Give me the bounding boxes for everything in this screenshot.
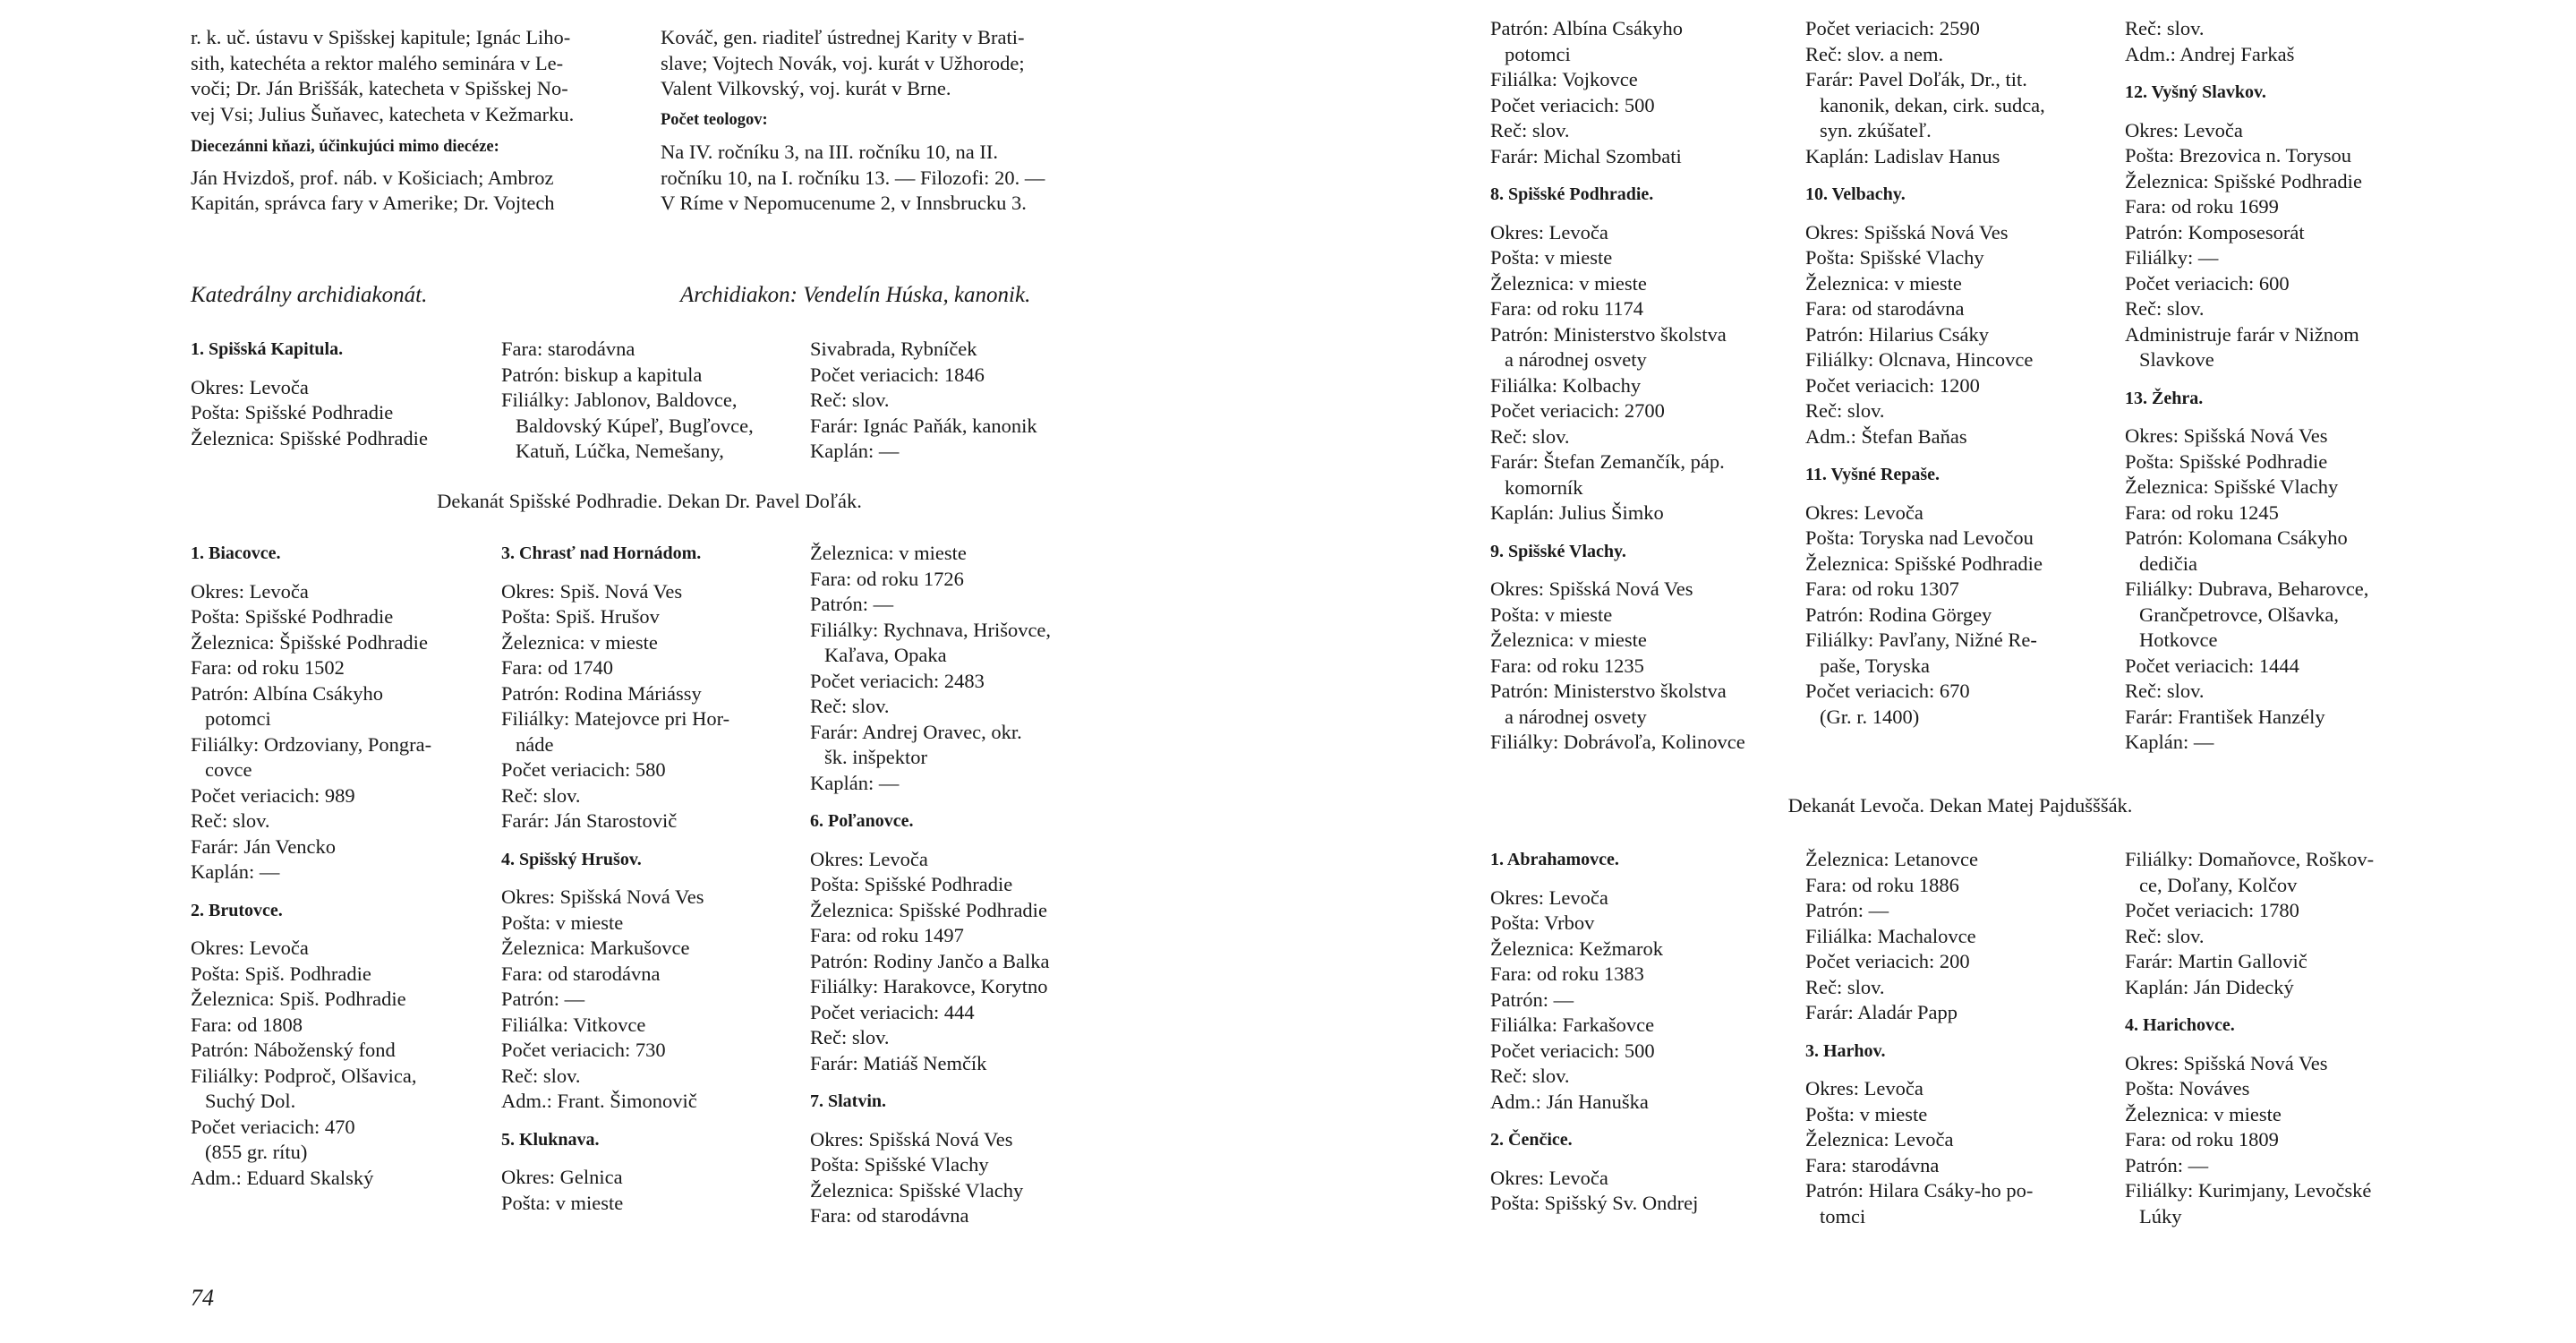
- entry-line: Fara: od 1808: [191, 1013, 303, 1036]
- entry-line: Reč: slov.: [1490, 1065, 1570, 1087]
- kapitula-heading: 1. Spišská Kapitula.: [191, 339, 344, 359]
- entry-line: Fara: od starodávna: [810, 1204, 969, 1227]
- intro-left-text: [191, 25, 638, 127]
- parish-column-c: [810, 541, 1105, 1229]
- entry-line: Filiálky: Kurimjany, Levočské: [2125, 1179, 2372, 1202]
- parish-heading: 11. Vyšné Repaše.: [1805, 465, 1941, 484]
- entry-line: Fara: od roku 1726: [810, 567, 964, 590]
- entry-line: Okres: Gelnica: [501, 1166, 623, 1188]
- entry-continuation: tomci: [1820, 1204, 1866, 1228]
- entry-line: Patrón: Hilara Csáky-ho po-: [1805, 1179, 2034, 1202]
- entry-line: Filiálka: Machalovce: [1805, 924, 1976, 947]
- entry-line: Okres: Spišská Nová Ves: [1490, 577, 1693, 600]
- text-line: Okres: Levoča: [191, 375, 309, 398]
- entry-line: Železnica: v mieste: [501, 630, 658, 654]
- entry-continuation: a národnej osvety: [1505, 705, 1647, 728]
- entry-line: Reč: slov. a nem.: [1805, 42, 1944, 65]
- entry-line: Železnica: Spišské Podhradie: [2125, 169, 2362, 192]
- entry-line: Adm.: Frant. Šimonovič: [501, 1090, 697, 1112]
- entry-line: Filiálka: Vojkovce: [1490, 68, 1638, 90]
- entry-line: Počet veriacich: 200: [1805, 950, 1970, 972]
- kapitula-col2-lines: [501, 337, 797, 465]
- text-line: Reč: slov.: [810, 389, 890, 411]
- entry-line: Fara: od roku 1497: [810, 924, 964, 946]
- entry-line: Počet veriacich: 2700: [1490, 399, 1665, 422]
- entry-continuation: a národnej osvety: [1505, 348, 1647, 371]
- text-line: V Ríme v Nepomucenume 2, v Innsbrucku 3.: [661, 192, 1027, 214]
- entry-line: Filiálky: Harakovce, Korytno: [810, 975, 1048, 997]
- entry-line: Okres: Spišská Nová Ves: [810, 1127, 1013, 1151]
- entry-line: Železnica: Spišské Podhradie: [810, 898, 1047, 921]
- entry-line: Okres: Levoča: [191, 937, 309, 959]
- text-line: Patrón: biskup a kapitula: [501, 363, 703, 386]
- entry-line: Reč: slov.: [1490, 424, 1570, 448]
- entry-line: Železnica: Levoča: [1805, 1128, 1954, 1151]
- entry-line: Pošta: Spišské Vlachy: [810, 1153, 989, 1176]
- theologians-text: [661, 140, 1108, 217]
- entry-line: Fara: od starodávna: [501, 962, 661, 985]
- parish-column-d: [1490, 16, 1786, 756]
- entry-line: Reč: slov.: [810, 695, 890, 717]
- entry-line: Filiálky: Dubrava, Beharovce,: [2125, 577, 2369, 600]
- text-line: vej Vsi; Julius Šuňavec, katecheta v Kežmarku.: [191, 102, 575, 125]
- entry-continuation: Kaľava, Opaka: [824, 644, 947, 666]
- entry-line: Počet veriacich: 1780: [2125, 899, 2299, 921]
- entry-line: Pošta: v mieste: [501, 911, 624, 934]
- entry-line: Pošta: Spišské Podhradie: [810, 873, 1013, 895]
- entry-line: Kaplán: Ján Didecký: [2125, 975, 2294, 998]
- entry-line: Fara: od roku 1174: [1490, 297, 1644, 320]
- entry-line: Filiálky: Podproč, Olšavica,: [191, 1064, 417, 1087]
- entry-line: Filiálky: Matejovce pri Hor-: [501, 707, 730, 730]
- entry-line: Reč: slov.: [501, 1064, 581, 1087]
- entry-line: Fara: od roku 1235: [1490, 654, 1644, 677]
- entry-line: Fara: od roku 1502: [191, 656, 345, 679]
- entry-line: Okres: Spiš. Nová Ves: [501, 579, 683, 603]
- entry-line: Železnica: v mieste: [1490, 629, 1647, 651]
- entry-line: Reč: slov.: [1805, 975, 1885, 998]
- entry-line: Reč: slov.: [2125, 924, 2205, 947]
- parish-heading: 2. Čenčice.: [1490, 1130, 1573, 1150]
- entry-line: Adm.: Štefan Baňas: [1805, 424, 1967, 448]
- entry-line: Reč: slov.: [2125, 17, 2205, 39]
- entry-line: Reč: slov.: [1490, 119, 1570, 141]
- parish-heading: 9. Spišské Vlachy.: [1490, 541, 1626, 561]
- entry-continuation: dedičia: [2139, 552, 2197, 575]
- entry-continuation: náde: [516, 732, 554, 756]
- entry-line: Okres: Levoča: [1490, 220, 1608, 244]
- parish-heading: 1. Biacovce.: [191, 543, 281, 563]
- entry-line: Železnica: Spišské Vlachy: [2125, 475, 2339, 498]
- entry-line: Patrón: Albína Csákyho: [191, 681, 383, 705]
- entry-line: Počet veriacich: 580: [501, 758, 666, 781]
- entry-line: Reč: slov.: [2125, 680, 2205, 702]
- entry-line: Pošta: Spišský Sv. Ondrej: [1490, 1192, 1699, 1214]
- entry-line: Patrón: Náboženský fond: [191, 1039, 396, 1061]
- entry-line: Počet veriacich: 2483: [810, 669, 985, 692]
- parish-heading: 5. Kluknava.: [501, 1129, 600, 1150]
- entry-line: Kaplán: —: [810, 771, 900, 794]
- entry-continuation: (Gr. r. 1400): [1820, 705, 1920, 728]
- entry-line: Kaplán: —: [191, 860, 280, 883]
- entry-line: Farár: František Hanzély: [2125, 705, 2325, 728]
- entry-line: Filiálky: Ordzoviany, Pongra-: [191, 732, 432, 756]
- text-line: Valent Vilkovský, voj. kurát v Brne.: [661, 77, 951, 99]
- parish-heading: 8. Spišské Podhradie.: [1490, 184, 1654, 204]
- text-line: Pošta: Spišské Podhradie: [191, 401, 394, 423]
- parish-column-f: [2125, 16, 2429, 756]
- entry-line: Filiálky: Domaňovce, Roškov-: [2125, 848, 2375, 870]
- text-line: ročníku 10, na I. ročníku 13. — Filozofi: 20. —: [661, 166, 1045, 189]
- entry-line: Okres: Levoča: [1490, 1166, 1608, 1189]
- parish-column-a: [191, 541, 477, 1191]
- entry-line: Patrón: Rodina Görgey: [1805, 603, 1992, 626]
- page-number: 74: [191, 1285, 214, 1311]
- text-line: Baldovský Kúpeľ, Bugľovce,: [516, 414, 754, 437]
- entry-continuation: komorník: [1505, 475, 1583, 499]
- entry-line: Kaplán: —: [2125, 731, 2214, 753]
- entry-continuation: ce, Doľany, Kolčov: [2139, 873, 2298, 896]
- entry-line: Okres: Levoča: [1490, 885, 1608, 909]
- entry-line: Železnica: v mieste: [810, 542, 967, 564]
- entry-line: Počet veriacich: 470: [191, 1115, 355, 1138]
- entry-line: Železnica: Spišské Podhradie: [1805, 552, 2043, 575]
- entry-continuation: paše, Toryska: [1820, 654, 1930, 677]
- entry-continuation: covce: [205, 758, 252, 781]
- entry-line: Patrón: Ministerstvo školstva: [1490, 322, 1727, 346]
- entry-line: Počet veriacich: 730: [501, 1039, 666, 1061]
- entry-continuation: Slavkove: [2139, 348, 2214, 371]
- kapitula-col1: [191, 337, 495, 451]
- entry-continuation: Lúky: [2139, 1204, 2182, 1228]
- entry-line: Patrón: —: [501, 988, 585, 1010]
- kapitula-col2: [501, 337, 797, 465]
- parish-heading: 7. Slatvin.: [810, 1091, 887, 1111]
- entry-line: Pošta: Toryska nad Levočou: [1805, 526, 2034, 549]
- parish-heading: 3. Harhov.: [1805, 1040, 1886, 1061]
- entry-line: Farár: Michal Szombati: [1490, 144, 1682, 167]
- entry-line: Pošta: Spišské Podhradie: [2125, 449, 2328, 473]
- diocesan-text: [191, 166, 638, 217]
- text-line: Železnica: Spišské Podhradie: [191, 426, 428, 449]
- text-line: slave; Vojtech Novák, voj. kurát v Užhorode;: [661, 51, 1025, 74]
- archdeaconry-title: Katedrálny archidiakonát.: [191, 283, 428, 307]
- parish-heading: 12. Vyšný Slavkov.: [2125, 82, 2266, 102]
- entry-line: Počet veriacich: 600: [2125, 271, 2290, 295]
- entry-line: Pošta: Spiš. Hrušov: [501, 605, 660, 628]
- entry-line: Patrón: Rodiny Jančo a Balka: [810, 949, 1050, 972]
- entry-line: Okres: Spišská Nová Ves: [1805, 220, 2009, 244]
- entry-line: Reč: slov.: [810, 1026, 890, 1048]
- entry-line: Okres: Levoča: [1805, 1077, 1923, 1099]
- entry-continuation: šk. inšpektor: [824, 746, 927, 768]
- entry-line: Adm.: Eduard Skalský: [191, 1166, 374, 1189]
- entry-continuation: Suchý Dol.: [205, 1090, 296, 1112]
- text-line: Kapitán, správca fary v Amerike; Dr. Vojtech: [191, 192, 555, 214]
- text-line: sith, katechéta a rektor malého seminára v Le-: [191, 51, 564, 74]
- entry-line: Patrón: Kolomana Csákyho: [2125, 526, 2348, 549]
- entry-line: Okres: Levoča: [1805, 500, 1923, 524]
- text-line: r. k. uč. ústavu v Spišskej kapitule; Ignác Liho-: [191, 26, 571, 48]
- text-line: Sivabrada, Rybníček: [810, 338, 977, 360]
- entry-line: Fara: od starodávna: [1805, 297, 1965, 320]
- entry-line: Pošta: Nováves: [2125, 1077, 2250, 1099]
- theologians-heading: Počet teologov:: [661, 110, 768, 129]
- intro-left-column: [191, 25, 638, 217]
- entry-line: Pošta: Vrbov: [1490, 911, 1595, 934]
- text-line: Kováč, gen. riaditeľ ústrednej Karity v Brati-: [661, 26, 1025, 48]
- entry-line: Počet veriacich: 500: [1490, 1039, 1655, 1062]
- entry-line: Farár: Pavel Doľák, Dr., tit.: [1805, 68, 2027, 90]
- entry-line: Fara: od roku 1699: [2125, 195, 2279, 218]
- entry-line: Pošta: Spišské Vlachy: [1805, 246, 1984, 269]
- entry-line: Farár: Štefan Zemančík, páp.: [1490, 450, 1725, 473]
- entry-line: Patrón: Ministerstvo školstva: [1490, 680, 1727, 702]
- entry-line: Počet veriacich: 989: [191, 783, 355, 807]
- entry-line: Počet veriacich: 1200: [1805, 373, 1980, 397]
- entry-continuation: potomci: [205, 707, 271, 730]
- entry-line: Reč: slov.: [2125, 297, 2205, 320]
- entry-line: Železnica: Špišské Podhradie: [191, 630, 428, 654]
- entry-line: Farár: Andrej Oravec, okr.: [810, 720, 1022, 743]
- entry-continuation: potomci: [1505, 42, 1571, 65]
- entry-line: Železnica: Spišské Vlachy: [810, 1178, 1024, 1202]
- entry-continuation: Grančpetrovce, Olšavka,: [2139, 603, 2340, 626]
- parish-column-b: [501, 541, 797, 1216]
- entry-line: Železnica: v mieste: [1490, 271, 1647, 295]
- entry-line: Počet veriacich: 2590: [1805, 17, 1980, 39]
- parish-heading: 2. Brutovce.: [191, 900, 283, 920]
- entry-line: Farár: Ján Vencko: [191, 834, 337, 858]
- entry-line: Fara: od roku 1307: [1805, 577, 1959, 600]
- entry-line: Železnica: Letanovce: [1805, 848, 1978, 870]
- entry-continuation: Hotkovce: [2139, 629, 2218, 651]
- entry-line: Okres: Levoča: [191, 579, 309, 603]
- entry-line: Kaplán: Ladislav Hanus: [1805, 144, 2000, 167]
- parish-heading: 10. Velbachy.: [1805, 184, 1906, 204]
- entry-line: Reč: slov.: [501, 783, 581, 807]
- deanery-title-spisske-podhradie: Dekanát Spišské Podhradie. Dekan Dr. Pavel Doľák.: [437, 490, 862, 512]
- text-line: Farár: Ignác Paňák, kanonik: [810, 414, 1037, 437]
- parish-column-e: [1805, 16, 2110, 730]
- entry-line: Patrón: —: [1805, 899, 1889, 921]
- entry-line: Administruje farár v Nižnom: [2125, 322, 2359, 346]
- entry-continuation: syn. zkúšateľ.: [1820, 119, 1932, 141]
- entry-line: Pošta: Brezovica n. Torysou: [2125, 144, 2351, 167]
- text-line: Kaplán: —: [810, 440, 900, 462]
- text-line: Filiálky: Jablonov, Baldovce,: [501, 389, 738, 411]
- entry-line: Pošta: v mieste: [501, 1191, 624, 1214]
- entry-line: Okres: Levoča: [810, 847, 928, 870]
- intro-right-text: [661, 25, 1108, 102]
- archdeacon-name: Archidiakon: Vendelín Húska, kanonik.: [680, 283, 1031, 307]
- text-line: Počet veriacich: 1846: [810, 363, 985, 386]
- entry-line: Adm.: Ján Hanuška: [1490, 1090, 1649, 1113]
- entry-line: Pošta: v mieste: [1805, 1102, 1928, 1125]
- entry-continuation: (855 gr. rítu): [205, 1141, 308, 1163]
- kapitula-col1-lines: [191, 375, 495, 452]
- text-line: Na IV. ročníku 3, na III. ročníku 10, na II.: [661, 141, 998, 163]
- entry-line: Pošta: Spiš. Podhradie: [191, 962, 371, 985]
- parish-column-i: [2125, 847, 2429, 1229]
- entry-line: Železnica: v mieste: [1805, 271, 1962, 295]
- entry-line: Železnica: Markušovce: [501, 937, 690, 959]
- entry-line: Fara: starodávna: [1805, 1153, 1940, 1176]
- entry-line: Farár: Ján Starostovič: [501, 809, 678, 832]
- entry-line: Fara: od roku 1383: [1490, 962, 1644, 985]
- entry-line: Reč: slov.: [1805, 399, 1885, 422]
- entry-line: Železnica: v mieste: [2125, 1102, 2282, 1125]
- parish-heading: 4. Spišský Hrušov.: [501, 849, 642, 869]
- entry-line: Patrón: Hilarius Csáky: [1805, 322, 1989, 346]
- text-line: Katuň, Lúčka, Nemešany,: [516, 440, 724, 462]
- entry-line: Filiálky: —: [2125, 246, 2219, 269]
- entry-line: Fara: od roku 1809: [2125, 1128, 2279, 1151]
- text-line: Ján Hvizdoš, prof. náb. v Košiciach; Ambroz: [191, 166, 554, 189]
- entry-line: Pošta: v mieste: [1490, 603, 1613, 626]
- entry-line: Patrón: —: [810, 593, 894, 615]
- parish-column-h: [1805, 847, 2110, 1229]
- text-line: voči; Dr. Ján Briššák, katecheta v Spišskej No-: [191, 77, 568, 99]
- entry-line: Počet veriacich: 1444: [2125, 654, 2299, 677]
- parish-heading: 13. Žehra.: [2125, 388, 2204, 408]
- entry-line: Okres: Levoča: [2125, 118, 2243, 141]
- diocesan-heading: Diecezánni kňazi, účinkujúci mimo diecéze:: [191, 138, 499, 156]
- entry-line: Fara: od roku 1245: [2125, 500, 2279, 524]
- deanery-title-levoca: Dekanát Levoča. Dekan Matej Pajdušššák.: [1787, 794, 2133, 817]
- entry-line: Patrón: Komposesorát: [2125, 220, 2305, 244]
- kapitula-col3: [810, 337, 1105, 465]
- right-page: [1288, 0, 2576, 1343]
- entry-line: Železnica: Kežmarok: [1490, 937, 1664, 960]
- entry-line: Farár: Matiáš Nemčík: [810, 1051, 987, 1074]
- entry-line: Fara: od 1740: [501, 656, 613, 679]
- entry-line: Okres: Spišská Nová Ves: [2125, 1051, 2328, 1074]
- entry-line: Filiálky: Olcnava, Hincovce: [1805, 348, 2034, 371]
- entry-line: Fara: od roku 1886: [1805, 873, 1959, 896]
- entry-line: Filiálky: Pavľany, Nižné Re-: [1805, 629, 2037, 651]
- entry-line: Okres: Spišská Nová Ves: [501, 885, 704, 908]
- entry-line: Patrón: —: [1490, 988, 1574, 1011]
- entry-line: Filiálka: Kolbachy: [1490, 373, 1642, 397]
- entry-line: Počet veriacich: 670: [1805, 680, 1970, 702]
- entry-line: Patrón: Rodina Máriássy: [501, 681, 702, 705]
- entry-line: Filiálky: Rychnava, Hrišovce,: [810, 618, 1052, 641]
- entry-line: Filiálka: Farkašovce: [1490, 1014, 1655, 1036]
- entry-line: Pošta: Spišské Podhradie: [191, 605, 394, 628]
- entry-line: Železnica: Spiš. Podhradie: [191, 988, 406, 1010]
- parish-heading: 1. Abrahamovce.: [1490, 850, 1619, 869]
- entry-line: Počet veriacich: 500: [1490, 93, 1655, 116]
- entry-line: Patrón: Albína Csákyho: [1490, 17, 1683, 39]
- parish-heading: 4. Harichovce.: [2125, 1015, 2235, 1035]
- parish-heading: 3. Chrasť nad Hornádom.: [501, 543, 702, 563]
- entry-continuation: kanonik, dekan, cirk. sudca,: [1820, 93, 2045, 116]
- entry-line: Patrón: —: [2125, 1153, 2209, 1176]
- entry-line: Farár: Martin Gallovič: [2125, 950, 2307, 972]
- entry-line: Pošta: v mieste: [1490, 246, 1613, 269]
- entry-line: Reč: slov.: [191, 809, 270, 832]
- entry-line: Filiálky: Dobrávoľa, Kolinovce: [1490, 731, 1745, 753]
- entry-line: Adm.: Andrej Farkaš: [2125, 42, 2295, 65]
- entry-line: Kaplán: Julius Šimko: [1490, 501, 1664, 524]
- entry-line: Okres: Spišská Nová Ves: [2125, 424, 2328, 447]
- entry-line: Filiálka: Vitkovce: [501, 1013, 646, 1036]
- parish-heading: 6. Poľanovce.: [810, 811, 914, 831]
- intro-right-column: [661, 25, 1108, 217]
- entry-line: Farár: Aladár Papp: [1805, 1001, 1958, 1023]
- kapitula-col3-lines: [810, 337, 1105, 465]
- entry-line: Počet veriacich: 444: [810, 1000, 975, 1023]
- parish-column-g: [1490, 847, 1786, 1217]
- text-line: Fara: starodávna: [501, 338, 635, 360]
